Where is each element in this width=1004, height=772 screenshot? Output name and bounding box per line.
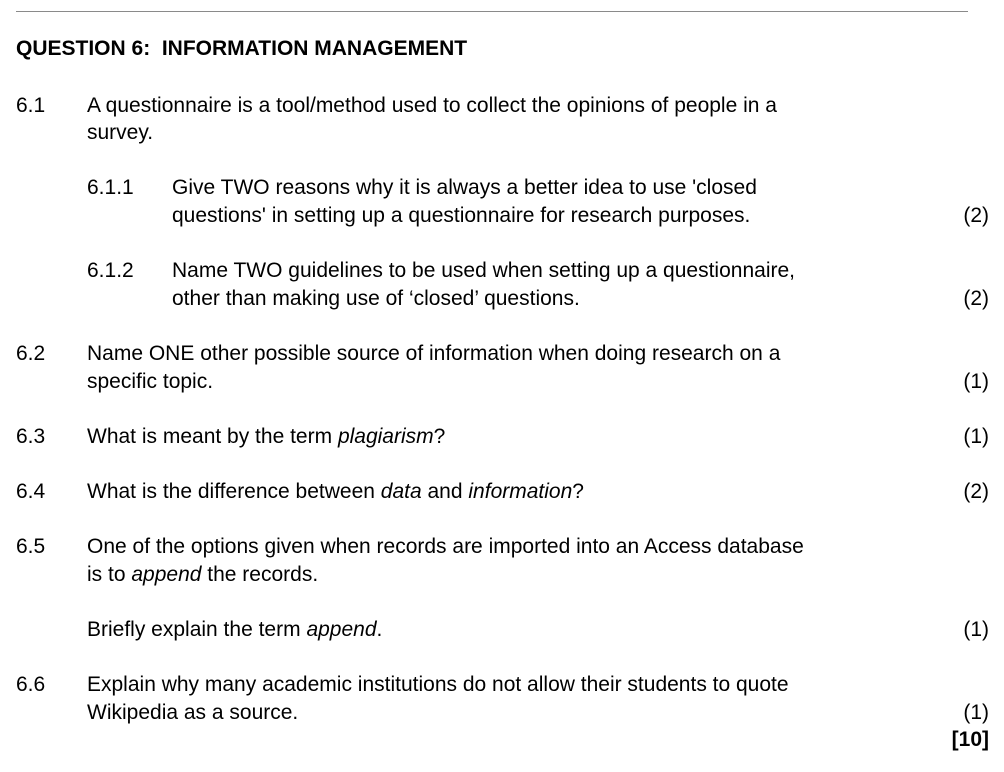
question-text-line — [87, 423, 445, 451]
question-number: 6.1.2 — [87, 259, 134, 282]
question-text-line: One of the options given when records are imported into an Access database — [87, 535, 804, 558]
top-divider — [16, 11, 968, 12]
question-text-line: questions' in setting up a questionnaire for research purposes. — [172, 204, 751, 227]
question-number: 6.6 — [16, 673, 46, 696]
question-text-line: Name ONE other possible source of information when doing research on a — [87, 342, 781, 365]
question-text-line — [87, 561, 318, 589]
question-text: ? — [433, 425, 446, 448]
question-text: ? — [572, 480, 584, 503]
question-number: 6.1 — [16, 94, 46, 117]
total-marks: [10] — [951, 728, 989, 751]
question-text-line: Name TWO guidelines to be used when setting up a questionnaire, — [172, 259, 795, 282]
question-text-line: Wikipedia as a source. — [87, 701, 299, 724]
italic-term: information — [468, 480, 573, 503]
mark-allocation: (1) — [963, 618, 989, 641]
italic-term: plagiarism — [337, 425, 434, 448]
question-text: the records. — [201, 563, 319, 586]
question-text: and — [421, 480, 469, 503]
question-number: 6.5 — [16, 535, 46, 558]
question-number: 6.1.1 — [87, 176, 134, 199]
question-text-line: survey. — [87, 121, 154, 144]
mark-allocation: (2) — [963, 480, 989, 503]
question-text-line — [87, 616, 382, 644]
mark-allocation: (2) — [963, 287, 989, 310]
question-text: . — [376, 618, 383, 641]
section-heading: QUESTION 6: INFORMATION MANAGEMENT — [16, 37, 468, 60]
italic-term: append — [131, 563, 202, 586]
question-number: 6.4 — [16, 480, 46, 503]
italic-term: data — [380, 480, 422, 503]
question-text: is to — [87, 563, 132, 586]
question-number: 6.2 — [16, 342, 46, 365]
mark-allocation: (1) — [963, 370, 989, 393]
question-text-line: specific topic. — [87, 370, 214, 393]
question-text-line: A questionnaire is a tool/method used to collect the opinions of people in a — [87, 94, 777, 117]
question-number: 6.3 — [16, 425, 46, 448]
question-text-line: other than making use of ‘closed’ questions. — [172, 287, 580, 310]
mark-allocation: (1) — [963, 425, 989, 448]
question-text-line: Explain why many academic institutions do not allow their students to quote — [87, 673, 789, 696]
question-text-line — [87, 478, 584, 506]
mark-allocation: (2) — [963, 204, 989, 227]
question-text: Briefly explain the term — [87, 618, 307, 641]
mark-allocation: (1) — [963, 701, 989, 724]
question-text-line: Give TWO reasons why it is always a better idea to use 'closed — [172, 176, 757, 199]
italic-term: append — [306, 618, 377, 641]
question-text: What is meant by the term — [87, 425, 338, 448]
question-text: What is the difference between — [87, 480, 381, 503]
